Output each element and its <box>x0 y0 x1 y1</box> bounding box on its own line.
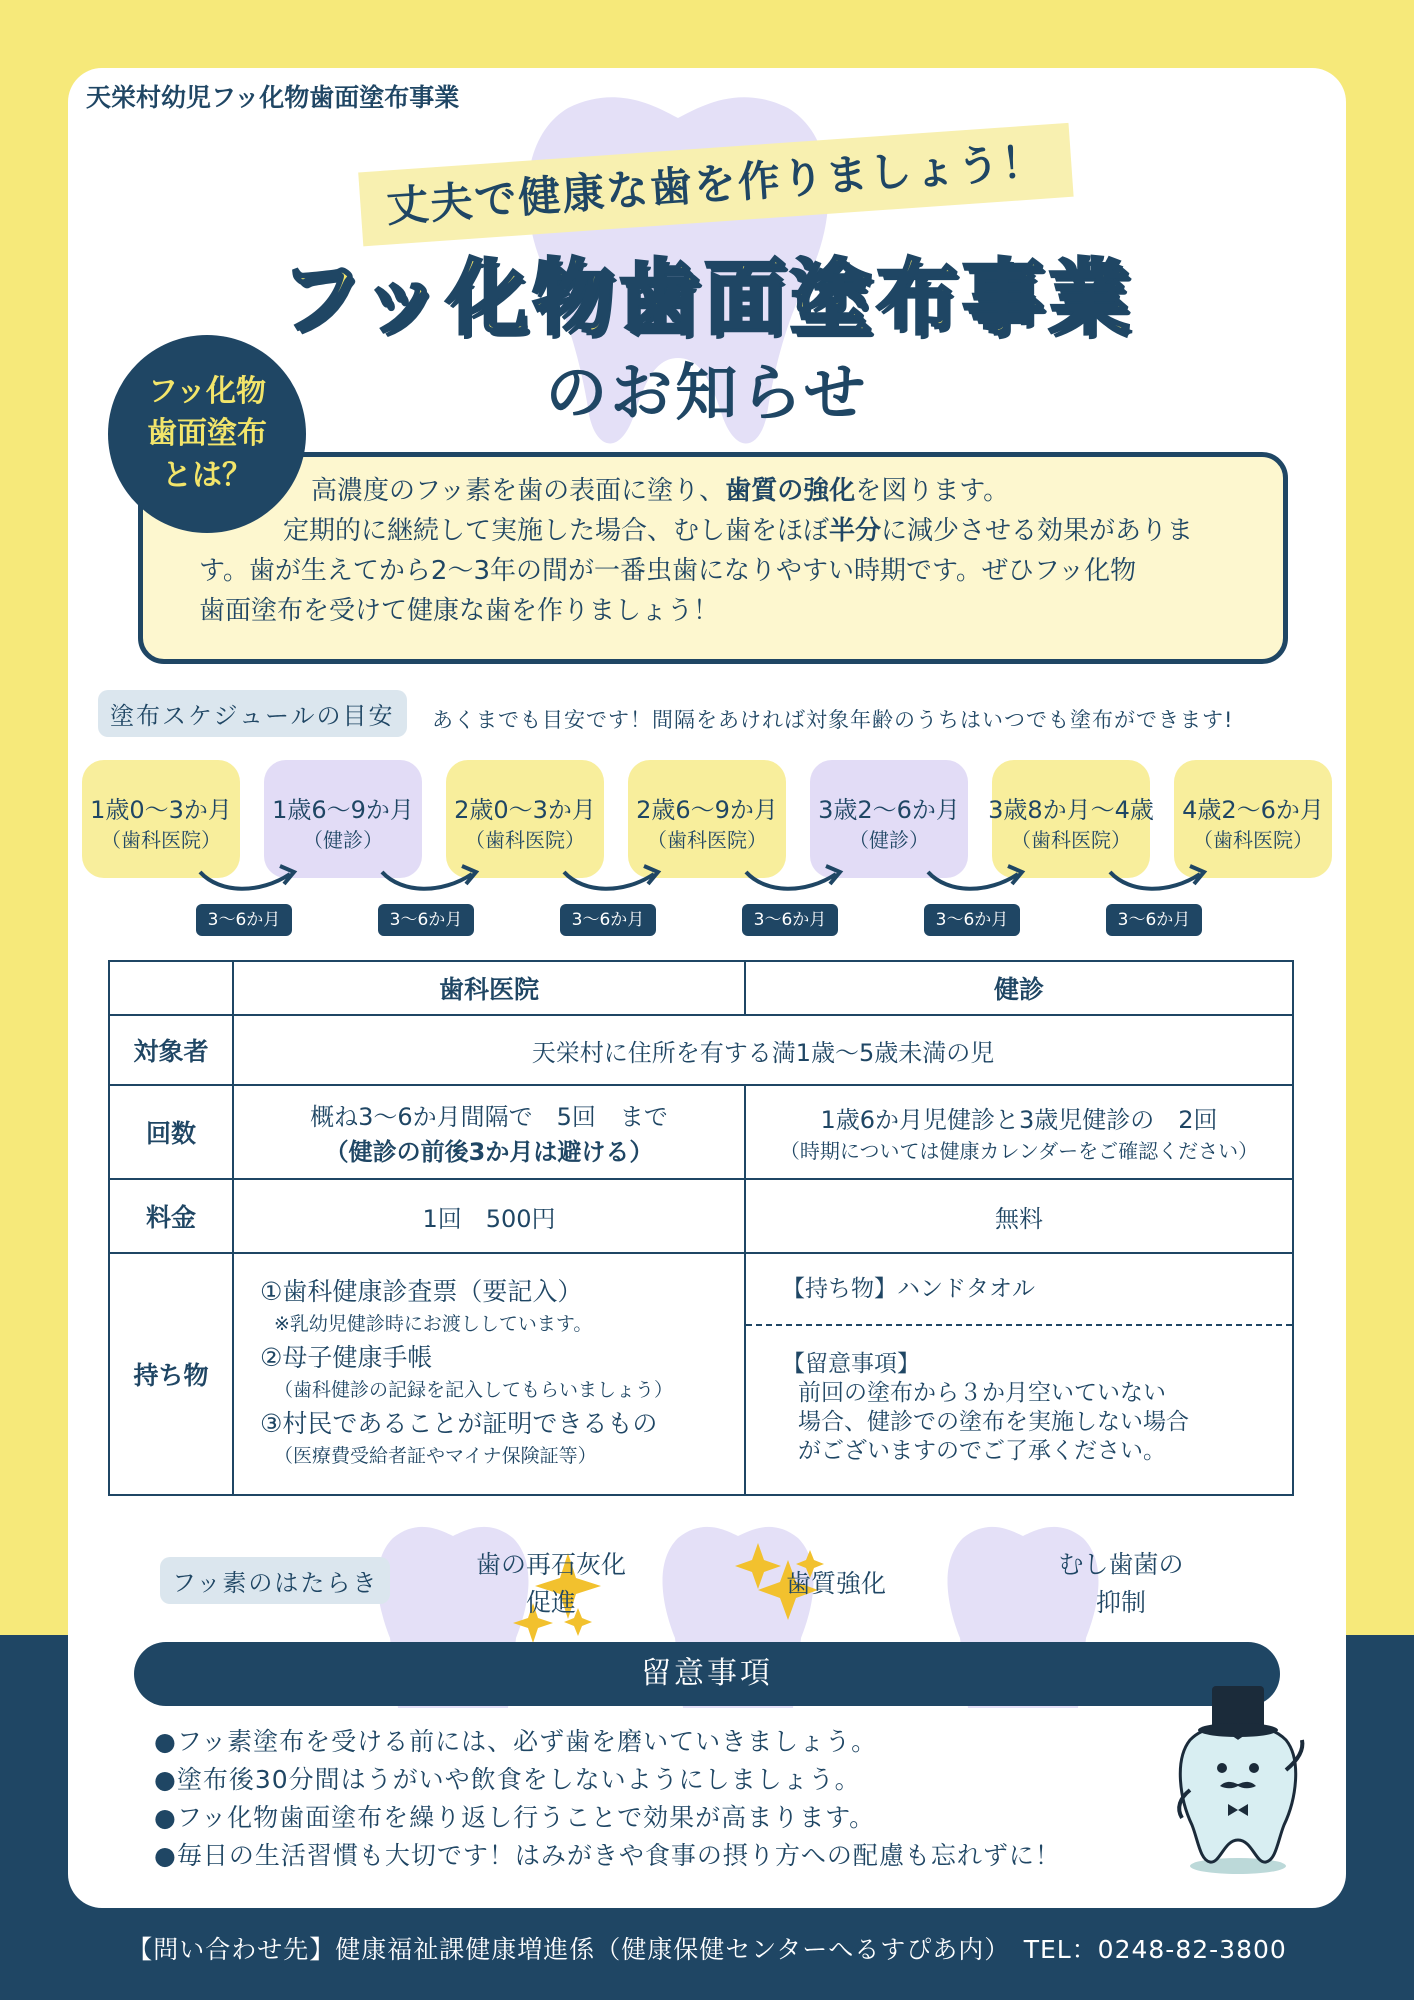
info-table <box>108 960 1294 1496</box>
organization-title: 天栄村幼児フッ化物歯面塗布事業 <box>86 83 460 112</box>
count-dental-line-1: 概ね3〜6か月間隔で 5回 まで <box>310 1103 668 1131</box>
table-header-checkup: 健診 <box>745 961 1293 1015</box>
function-2-line-1: 歯質強化 <box>785 1569 886 1598</box>
interval-badge: 3～6か月 <box>924 904 1020 936</box>
checkup-notes-line-1: 前回の塗布から３か月空いていない <box>798 1380 1166 1406</box>
row-label-count: 回数 <box>109 1085 233 1179</box>
schedule-step-age: 1歳0～3か月 <box>90 796 232 824</box>
flyer-card <box>68 68 1346 1908</box>
schedule-step-age: 3歳2～6か月 <box>818 796 960 824</box>
intro-line-2-bold: 半分 <box>829 516 882 546</box>
functions-tag: フッ素のはたらき <box>160 1557 390 1604</box>
checkup-items: 【持ち物】ハンドタオル <box>746 1254 1292 1326</box>
schedule-step-age: 2歳6～9か月 <box>636 796 778 824</box>
schedule-tag: 塗布スケジュールの目安 <box>98 690 407 737</box>
schedule-step-place: （健診） <box>303 828 383 852</box>
function-item-inhibit <box>1041 1546 1201 1622</box>
item-2: ②母子健康手帳 <box>260 1343 433 1372</box>
interval-badge: 3～6か月 <box>196 904 292 936</box>
schedule-step-place: （歯科医院） <box>647 828 767 852</box>
schedule-arrows <box>68 68 1346 968</box>
schedule-step-age: 2歳0～3か月 <box>454 796 596 824</box>
row-label-fee: 料金 <box>109 1179 233 1253</box>
intro-line-1-pre: 高濃度のフッ素を歯の表面に塗り、 <box>311 476 726 506</box>
function-3-line-2: 抑制 <box>1095 1588 1146 1617</box>
interval-badge: 3～6か月 <box>378 904 474 936</box>
schedule-step-place: （歯科医院） <box>1193 828 1313 852</box>
caution-item-2: ●塗布後30分間はうがいや飲食をしないようにしましょう。 <box>154 1765 861 1794</box>
item-3: ③村民であることが証明できるもの <box>260 1409 658 1438</box>
schedule-step-place: （歯科医院） <box>101 828 221 852</box>
table-header-dental: 歯科医院 <box>233 961 745 1015</box>
arrow-icon <box>564 872 654 889</box>
contact-footer: 【問い合わせ先】健康福祉課健康増進係（健康保健センターへるすぴあ内） TEL：0248-82-3800 <box>127 1935 1287 1964</box>
interval-badge: 3～6か月 <box>742 904 838 936</box>
caution-item-1: ●フッ素塗布を受ける前には、必ず歯を磨いていきましょう。 <box>154 1727 878 1756</box>
arrow-icon <box>928 872 1018 889</box>
schedule-step-place: （健診） <box>849 828 929 852</box>
arrow-icon <box>746 872 836 889</box>
function-item-strengthen <box>756 1565 916 1603</box>
count-checkup-line-1: 1歳6か月児健診と3歳児健診の 2回 <box>820 1106 1218 1134</box>
arrow-icon <box>1110 872 1200 889</box>
items-dental <box>233 1253 745 1495</box>
intro-line-4: 歯面塗布を受けて健康な歯を作りましょう！ <box>199 596 720 626</box>
schedule-step-age: 1歳6～9か月 <box>272 796 414 824</box>
main-title: フッ化物歯面塗布事業 <box>279 251 1135 346</box>
schedule-note: あくまでも目安です！間隔をあければ対象年齢のうちはいつでも塗布ができます! <box>432 708 1234 732</box>
items-checkup <box>745 1253 1293 1495</box>
intro-line-2-pre: 定期的に継続して実施した場合、むし歯をほぼ <box>283 516 830 546</box>
intro-line-1-bold: 歯質の強化 <box>725 476 856 506</box>
function-1-line-1: 歯の再石灰化 <box>475 1550 626 1579</box>
item-2-note: （歯科健診の記録を記入してもらいましょう） <box>274 1379 674 1401</box>
caution-title: 留意事項 <box>134 1642 1280 1706</box>
checkup-notes-line-3: がございますのでご了承ください。 <box>798 1438 1166 1464</box>
checkup-notes-line-2: 場合、健診での塗布を実施しない場合 <box>798 1409 1189 1435</box>
function-1-line-2: 促進 <box>525 1588 576 1617</box>
checkup-notes-title: 【留意事項】 <box>782 1351 920 1377</box>
count-dental <box>233 1085 745 1179</box>
caution-item-4: ●毎日の生活習慣も大切です！はみがきや食事の摂り方への配慮も忘れずに！ <box>154 1841 1061 1870</box>
interval-badge: 3～6か月 <box>560 904 656 936</box>
intro-line-1-post: を図ります。 <box>855 476 1010 506</box>
checkup-notes <box>746 1326 1292 1494</box>
row-label-items: 持ち物 <box>109 1253 233 1495</box>
schedule-step-age: 4歳2～6か月 <box>1182 796 1324 824</box>
intro-line-2-post: に減少させる効果がありま <box>881 516 1194 546</box>
item-1-note: ※乳幼児健診時にお渡ししています。 <box>274 1313 593 1335</box>
function-3-line-1: むし歯菌の <box>1058 1550 1184 1579</box>
intro-badge-line-1: フッ化物 <box>148 374 266 409</box>
fee-dental: 1回 500円 <box>233 1179 745 1253</box>
tooth-mascot-icon <box>1160 1680 1320 1880</box>
caution-item-3: ●フッ化物歯面塗布を繰り返し行うことで効果が高まります。 <box>154 1803 876 1832</box>
intro-line-3: す。歯が生えてから2〜3年の間が一番虫歯になりやすい時期です。ぜひフッ化物 <box>199 556 1137 586</box>
table-corner <box>109 961 233 1015</box>
item-3-note: （医療費受給者証やマイナ保険証等） <box>274 1445 597 1467</box>
subtitle-text: 丈夫で健康な歯を作りましょう！ <box>384 136 1047 232</box>
schedule-step-age: 3歳8か月～4歳 <box>988 796 1154 824</box>
count-dental-line-2: （健診の前後3か月は避ける） <box>324 1138 654 1166</box>
target-value: 天栄村に住所を有する満1歳～5歳未満の児 <box>233 1015 1293 1085</box>
schedule-step-place: （歯科医院） <box>465 828 585 852</box>
interval-badge: 3～6か月 <box>1106 904 1202 936</box>
schedule-step-place: （歯科医院） <box>1011 828 1131 852</box>
count-checkup-line-2: （時期については健康カレンダーをご確認ください） <box>779 1139 1259 1163</box>
intro-badge-line-3: とは？ <box>162 458 252 493</box>
function-item-remineralize <box>471 1546 631 1622</box>
caution-list <box>154 1723 1061 1875</box>
arrow-icon <box>200 872 290 889</box>
arrow-icon <box>382 872 472 889</box>
intro-badge-line-2: 歯面塗布 <box>147 416 267 451</box>
row-label-target: 対象者 <box>109 1015 233 1085</box>
count-checkup <box>745 1085 1293 1179</box>
item-1: ①歯科健康診査票（要記入） <box>260 1277 583 1306</box>
main-title-sub: のお知らせ <box>545 356 869 429</box>
fee-checkup: 無料 <box>745 1179 1293 1253</box>
